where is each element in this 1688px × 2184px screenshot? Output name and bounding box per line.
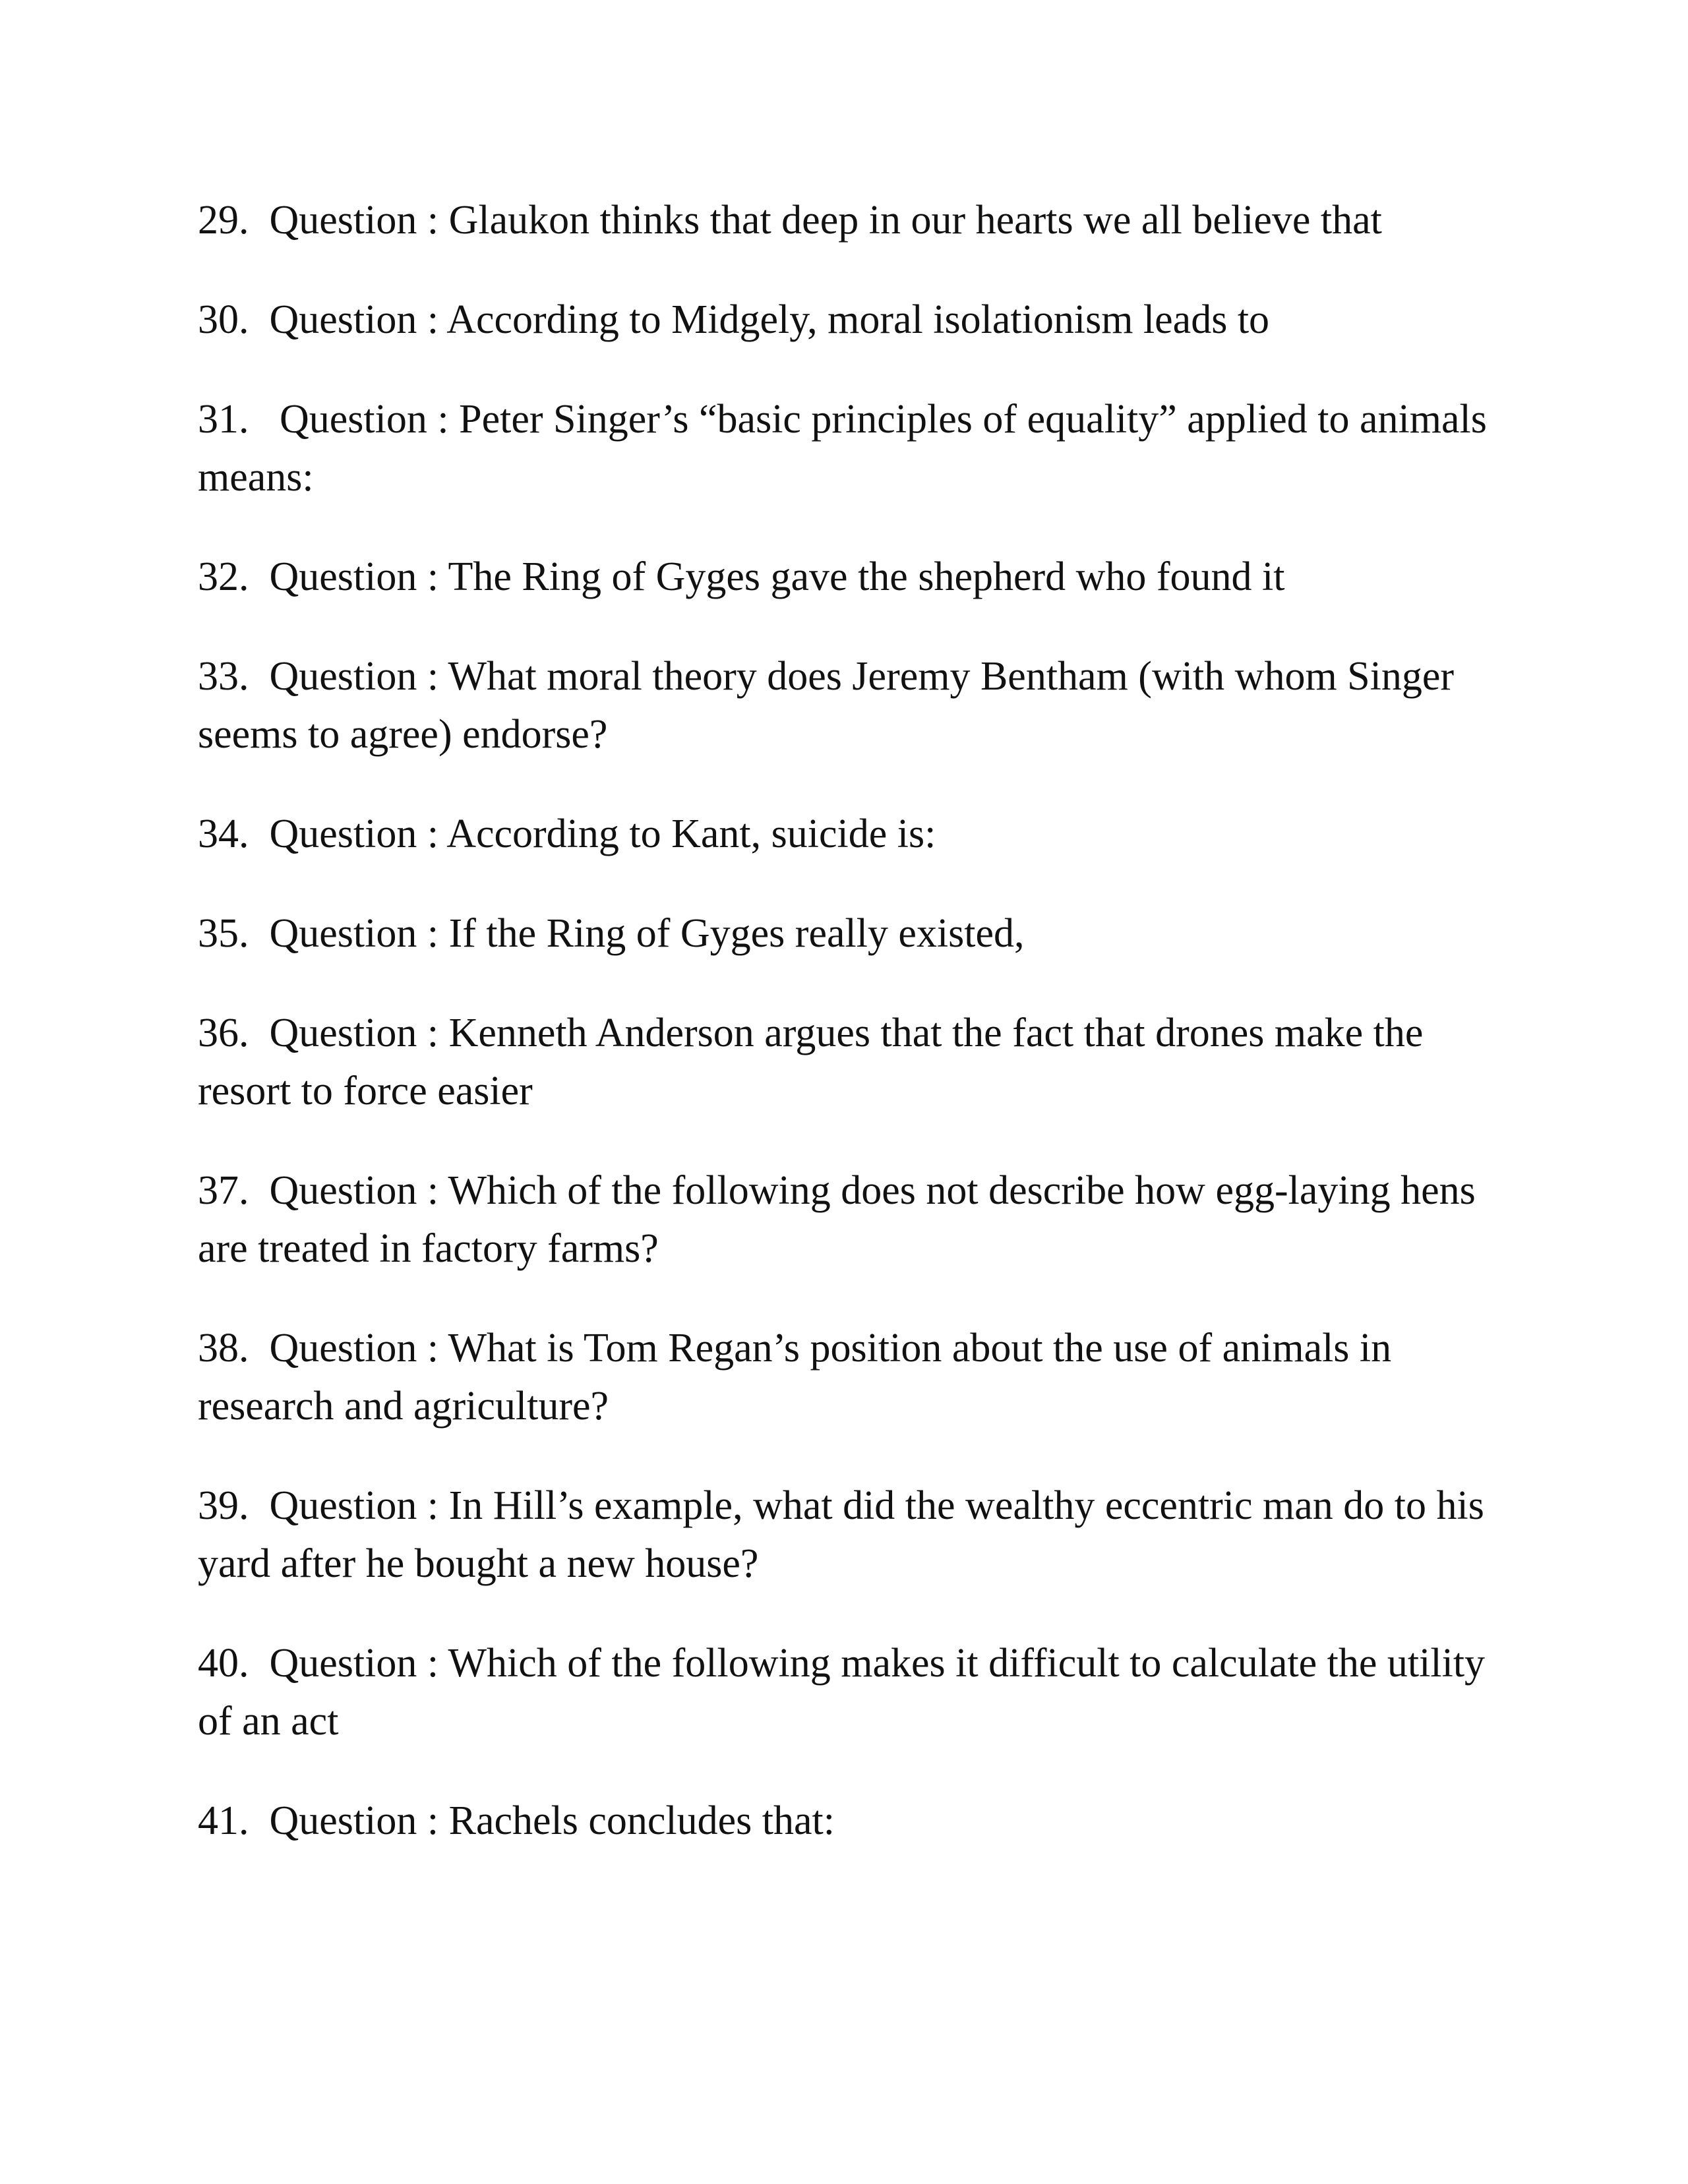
question-prefix: Question : [269, 1168, 439, 1213]
question-prefix: Question : [280, 397, 449, 442]
question-prefix: Question : [269, 911, 439, 956]
question-item-40 [198, 1634, 1510, 1750]
question-number: 33. [198, 654, 249, 699]
question-item-32 [198, 548, 1510, 606]
question-item-30 [198, 291, 1510, 349]
question-prefix: Question : [269, 1011, 439, 1055]
question-prefix: Question : [269, 1798, 439, 1843]
question-text: What is Tom Regan’s position about the use of animals in research and agriculture? [198, 1326, 1392, 1429]
question-number: 30. [198, 297, 249, 342]
question-number: 38. [198, 1326, 249, 1371]
question-number: 41. [198, 1798, 249, 1843]
question-item-31 [198, 390, 1510, 506]
question-item-36 [198, 1004, 1510, 1120]
question-text: Glaukon thinks that deep in our hearts we all believe that [448, 198, 1382, 243]
question-prefix: Question : [269, 554, 439, 599]
question-item-37 [198, 1162, 1510, 1278]
question-item-29 [198, 191, 1510, 249]
question-number: 34. [198, 812, 249, 856]
question-item-39 [198, 1477, 1510, 1593]
question-text: Which of the following makes it difficult to calculate the utility of an act [198, 1641, 1486, 1744]
question-text: What moral theory does Jeremy Bentham (with whom Singer seems to agree) endorse? [198, 654, 1455, 757]
question-number: 40. [198, 1641, 249, 1686]
question-number: 29. [198, 198, 249, 243]
question-number: 31. [198, 397, 249, 442]
question-text: Peter Singer’s “basic principles of equality” applied to animals means: [198, 397, 1487, 500]
question-item-34 [198, 805, 1510, 863]
question-number: 36. [198, 1011, 249, 1055]
question-text: Rachels concludes that: [448, 1798, 835, 1843]
question-number: 37. [198, 1168, 249, 1213]
question-text: According to Kant, suicide is: [446, 812, 936, 856]
question-item-41 [198, 1792, 1510, 1850]
question-prefix: Question : [269, 198, 439, 243]
question-prefix: Question : [269, 1326, 439, 1371]
question-text: In Hill’s example, what did the wealthy eccentric man do to his yard after he bought a new house? [198, 1483, 1484, 1586]
question-number: 35. [198, 911, 249, 956]
question-list [198, 191, 1510, 1891]
question-item-38 [198, 1319, 1510, 1435]
question-item-35 [198, 904, 1510, 962]
question-text: Kenneth Anderson argues that the fact that drones make the resort to force easier [198, 1011, 1424, 1113]
question-text: If the Ring of Gyges really existed, [448, 911, 1025, 956]
question-text: According to Midgely, moral isolationism leads to [446, 297, 1270, 342]
question-text: Which of the following does not describe how egg-laying hens are treated in factory farms? [198, 1168, 1476, 1271]
question-text: The Ring of Gyges gave the shepherd who found it [448, 554, 1285, 599]
question-prefix: Question : [269, 654, 439, 699]
question-prefix: Question : [269, 1641, 439, 1686]
question-prefix: Question : [269, 297, 439, 342]
question-number: 32. [198, 554, 249, 599]
question-number: 39. [198, 1483, 249, 1528]
question-item-33 [198, 647, 1510, 763]
question-prefix: Question : [269, 1483, 439, 1528]
question-prefix: Question : [269, 812, 439, 856]
